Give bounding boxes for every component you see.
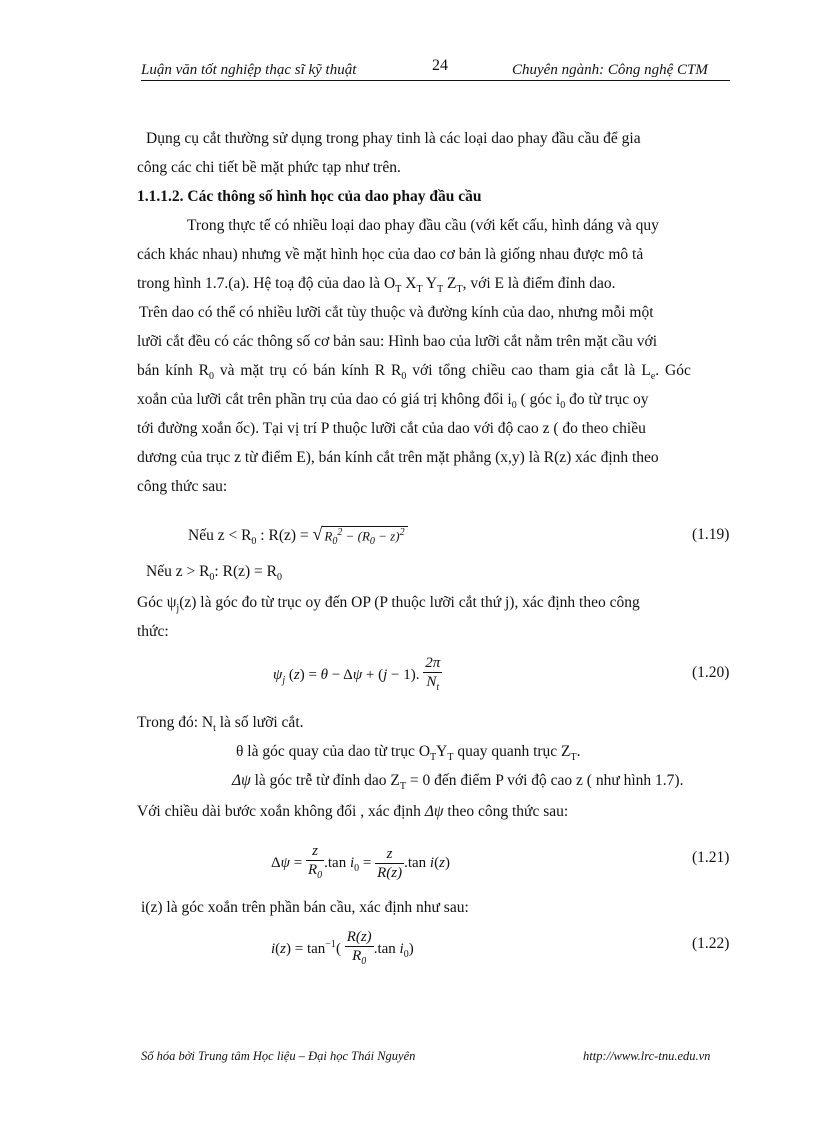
theta-b: quay quanh trục Z — [457, 743, 571, 760]
helix-b: theo công thức sau: — [447, 803, 569, 820]
eq120-fraction: $\frac{2\pi}{N_t}$ — [425, 655, 441, 693]
iz-line: i(z) là góc xoắn trên phần bán cầu, xác định như sau: — [141, 899, 469, 916]
p2-line-7: công thức sau: — [137, 478, 228, 495]
p3-line-1-a: Góc ψ — [137, 594, 177, 611]
page-number: 24 — [432, 57, 448, 74]
p1-line-1: Trong thực tế có nhiều loại dao phay đầu cầu (với kết cấu, hình dáng và quy — [187, 217, 659, 234]
case-2: Nếu $z > R_0$: $R(z) = R_0$ — [146, 563, 282, 584]
case-2-a: Nếu z > R — [146, 563, 210, 580]
p1-line-3-tail: , với E là điểm đỉnh dao. — [462, 275, 616, 292]
p2-line-3: bán kính $R_0$ và mặt trụ có bán kính R $R_0$ với tổng chiều cao tham gia cắt là $L_e$. Góc — [137, 362, 691, 383]
where-line: Trong đó: $N_t$ là số lưỡi cắt. — [137, 714, 304, 735]
dpsi-a: là góc trễ từ đỉnh dao Z — [254, 772, 400, 789]
header-right-title: Chuyên ngành: Công nghệ CTM — [512, 62, 708, 78]
theta-line: θ là góc quay của dao từ trục $O_TY_T$ quay quanh trục $Z_T$. — [236, 743, 581, 764]
where-a: Trong đó: N — [137, 714, 214, 731]
eq120-number: (1.20) — [692, 664, 730, 681]
p2-line-3-a: bán kính R — [137, 362, 210, 379]
case-2-b: : R(z) = R — [214, 563, 277, 580]
eq119-lhs: : R(z) = — [260, 527, 309, 544]
equation-1-21: Δψ = $\frac{z}{R_0}$ .tan $i_0$ = $\frac{z}{R(z)}$ .tan i(z) — [271, 843, 450, 881]
p3-line-2: thức: — [137, 623, 169, 640]
eq121-number: (1.21) — [692, 849, 730, 866]
footer-left: Số hóa bởi Trung tâm Học liệu – Đại học Thái Nguyên — [141, 1049, 416, 1063]
p2-line-3-d: . Góc — [655, 362, 691, 379]
eq119-condition: Nếu z < R — [188, 527, 252, 544]
p2-line-2: lưỡi cắt đều có các thông số cơ bản sau: Hình bao của lưỡi cắt nằm trên mặt cầu với — [137, 333, 658, 350]
header-rule — [141, 80, 730, 81]
intro-line-2: công các chi tiết bề mặt phức tạp như trên. — [137, 159, 401, 176]
intro-line-1: Dụng cụ cắt thường sử dụng trong phay tinh là các loại dao phay đầu cầu để gia — [146, 130, 641, 147]
footer-url: http://www.lrc-tnu.edu.vn — [583, 1049, 711, 1063]
eq119-number: (1.19) — [692, 526, 730, 543]
p2-line-4-a: xoắn của lưỡi cắt trên phần trụ của dao có giá trị không đổi i — [137, 391, 512, 408]
equation-1-19: Nếu $z < R_0$ : R(z) = √ $R_0^2 - (R_0 - z)^2$ — [188, 524, 408, 547]
helix-line: Với chiều dài bước xoắn không đổi , xác định Δψ theo công thức sau: — [137, 803, 569, 820]
p2-line-4-c: đo từ trục oy — [569, 391, 649, 408]
header-left-title: Luận văn tốt nghiệp thạc sĩ kỹ thuật — [141, 62, 357, 78]
p2-line-3-b: và mặt trụ có bán kính R — [219, 362, 386, 379]
eq119-sqrt: $R_0^2 - (R_0 - z)^2$ — [322, 526, 407, 547]
eq122-number: (1.22) — [692, 935, 730, 952]
p2-line-4-b: ( góc i — [520, 391, 561, 408]
dpsi-b: = 0 đến điểm P với độ cao z ( như hình 1.7). — [409, 772, 684, 789]
p2-line-6: dương của trục z từ điểm E), bán kính cắt trên mặt phẳng (x,y) là R(z) xác định theo — [137, 449, 659, 466]
theta-a: θ là góc quay của dao từ trục O — [236, 743, 431, 760]
p1-line-3: trong hình 1.7.(a). Hệ toạ độ của dao là $O_T$ $X_T$ $Y_T$ $Z_T$, với E là điểm đỉnh dao. — [137, 275, 616, 296]
p2-line-4: xoắn của lưỡi cắt trên phần trụ của dao có giá trị không đổi $i_0$ ( góc $i_0$ đo từ trục oy — [137, 391, 649, 412]
p2-line-3-c: với tổng chiều cao tham gia cắt là L — [412, 362, 651, 379]
where-b: là số lưỡi cắt. — [219, 714, 304, 731]
p3-line-1: Góc $\psi_j(z)$ là góc đo từ trục oy đến OP (P thuộc lưỡi cắt thứ j), xác định theo công — [137, 594, 640, 615]
equation-1-20: $\psi_j$ (z) = θ − Δψ + (j − 1). $\frac{2\pi}{N_t}$ — [273, 654, 442, 697]
section-heading: 1.1.1.2. Các thông số hình học của dao phay đầu cầu — [137, 188, 482, 205]
helix-a: Với chiều dài bước xoắn không đổi , xác định — [137, 803, 421, 820]
equation-1-22: $i(z) = \tan^{-1}$( $\frac{R(z)}{R_0}$ .tan $i_0$) — [271, 929, 414, 967]
p2-line-5: tới đường xoắn ốc). Tại vị trí P thuộc lưỡi cắt của dao với độ cao z ( đo theo chiều — [137, 420, 646, 437]
p1-line-2: cách khác nhau) nhưng về mặt hình học của dao cơ bản là giống nhau được mô tả — [137, 246, 644, 263]
delta-psi-line: Δψ là góc trễ từ đỉnh dao $Z_T = 0$ đến điểm P với độ cao z ( như hình 1.7). — [232, 772, 684, 793]
p2-line-1: Trên dao có thể có nhiều lưỡi cắt tùy thuộc và đường kính của dao, nhưng mỗi một — [139, 304, 654, 321]
p3-line-1-b: (z) là góc đo từ trục oy đến OP (P thuộc lưỡi cắt thứ j), xác định theo công — [179, 594, 640, 611]
p1-line-3-text: trong hình 1.7.(a). Hệ toạ độ của dao là O — [137, 275, 396, 292]
